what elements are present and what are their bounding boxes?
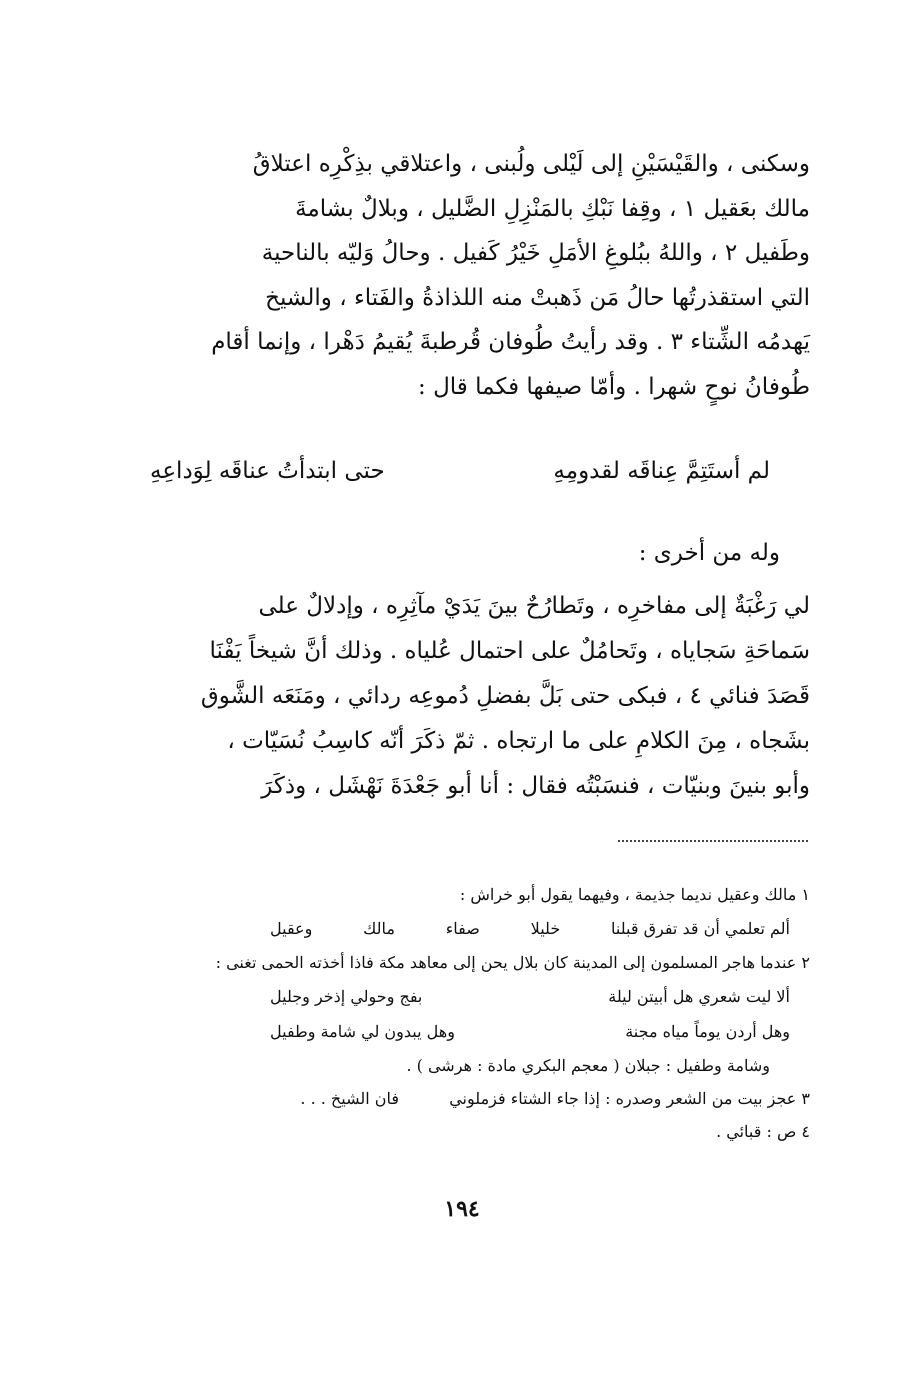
footnote-number: ٤ — [801, 1122, 810, 1141]
footnote-1 — [200, 878, 810, 911]
text-line: وطَفيل ٢ ، واللهُ ببُلوغِ الأمَلِ خَيْرُ كَفيل . وحالُ وَليّه بالناحية — [261, 240, 810, 266]
poem-verse — [150, 444, 770, 498]
footnote-text: عندما هاجر المسلمون إلى المدينة كان بلال يحن إلى معاهد مكة فاذا أخذته الحمى تغنى : — [215, 953, 797, 972]
footnote-text: ص : قبائي . — [716, 1122, 797, 1141]
verse-segment: وهل أردن يوماً مياه مجنة — [625, 1022, 790, 1041]
text-line: بشَجاه ، مِنَ الكلامِ على ما ارتجاه . ثمّ ذكَرَ أنّه كاسِبُ نُسَيّات ، — [227, 728, 810, 754]
footnote-note: وشامة وطفيل : جبلان ( معجم البكري مادة : هرشى ) . — [406, 1056, 770, 1075]
paragraph-1 — [130, 142, 810, 409]
footnotes — [200, 878, 810, 1148]
verse-segment: ألم تعلمي أن قد تفرق قبلنا — [611, 919, 790, 938]
text-line: سَماحَةِ سَجاياه ، وتَحامُلٌ على احتمال عُلياه . وذلك أنَّ شيخاً يَفْنَا — [209, 638, 810, 664]
footnote-3 — [200, 1082, 810, 1115]
verse-segment: وعقيل — [270, 919, 313, 938]
page-number: ١٩٤ — [444, 1196, 480, 1222]
footnote-text: عجز بيت من الشعر وصدره : إذا جاء الشتاء فزملوني — [449, 1089, 797, 1108]
footnote-2 — [200, 946, 810, 979]
text-line: لي رَغْبَةٌ إلى مفاخرِه ، وتَطارُحٌ بينَ يَدَيْ مآثِرِه ، وإدلالٌ على — [258, 593, 810, 619]
footnote-number: ٢ — [801, 953, 810, 972]
footnote-number: ١ — [801, 885, 810, 904]
text-line: يَهدمُه الشِّتاء ٣ . وقد رأيتُ طُوفان قُرطبةَ يُقيمُ دَهْرا ، وإنما أقام — [211, 329, 810, 355]
footnote-separator — [618, 840, 808, 842]
footnote-number: ٣ — [801, 1089, 810, 1108]
footnote-tail: فان الشيخ . . . — [300, 1089, 400, 1108]
verse-segment: خليلا — [530, 919, 561, 938]
footnote-verse — [270, 911, 810, 946]
text-line: وسكنى ، والقَيْسَيْنِ إلى لَيْلى ولُبنى ، واعتلاقي بذِكْرِه اعتلاقُ — [252, 151, 810, 177]
verse-second-hemistich: حتى ابتدأتُ عناقَه لِوَداعِهِ — [150, 458, 385, 484]
text-line: طُوفانُ نوحٍ شهرا . وأمّا صيفها فكما قال : — [418, 373, 810, 400]
verse-segment: صفاء — [445, 919, 480, 938]
verse-first-hemistich: لم أستَتِمَّ عِناقَه لقدومِهِ — [553, 458, 770, 484]
paragraph-2 — [130, 584, 810, 809]
footnote-text: مالك وعقيل نديما جذيمة ، وفيهما يقول أبو خراش : — [459, 885, 797, 904]
verse-segment: بفج وحولي إذخر وجليل — [270, 987, 423, 1006]
footnote-verse — [270, 979, 810, 1014]
text-line: مالك بعَقيل ١ ، وقِفا نَبْكِ بالمَنْزِلِ الضَّليل ، وبلالٌ بشامةَ — [295, 195, 810, 222]
text-line: وأبو بنينَ وبنيّات ، فنسَبْتُه فقال : أنا أبو جَعْدَةَ نَهْشَل ، وذكَرَ — [261, 773, 810, 799]
footnote-verse — [270, 1014, 810, 1049]
verse-segment: مالك — [363, 919, 395, 938]
section-intro: وله من أخرى : — [638, 540, 780, 566]
text-line: قَصَدَ فنائي ٤ ، فبكى حتى بَلَّ بفضلِ دُموعِه ردائي ، ومَنَعَه الشَّوق — [200, 683, 810, 709]
verse-segment: ألا ليت شعري هل أبيتن ليلة — [608, 987, 790, 1006]
footnote-4 — [200, 1115, 810, 1148]
text-line: التي استقذرتُها حالُ مَن ذَهبتْ منه اللذاذةُ والفَتاء ، والشيخ — [265, 284, 810, 311]
verse-segment: وهل يبدون لي شامة وطفيل — [270, 1022, 455, 1041]
